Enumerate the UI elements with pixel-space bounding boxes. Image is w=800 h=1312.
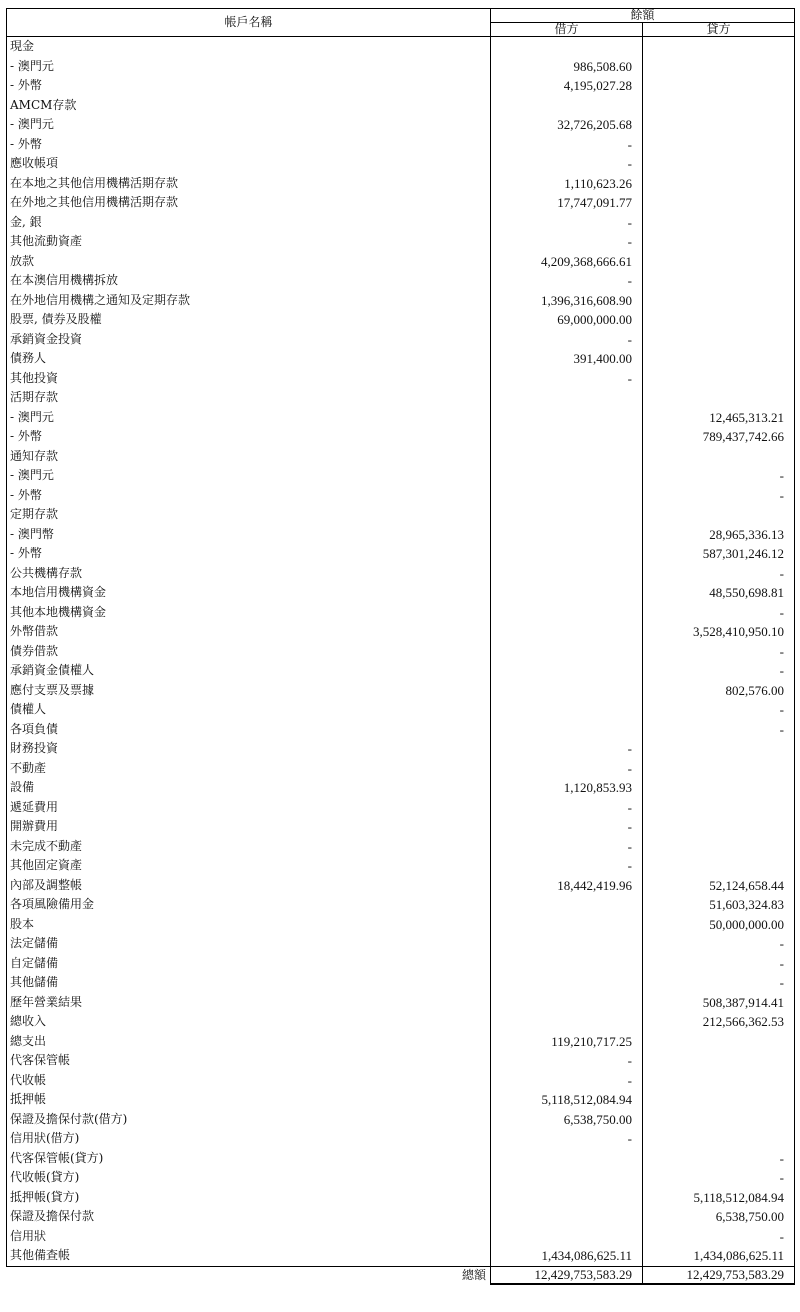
- debit-value: 5,118,512,084.94: [491, 1090, 643, 1110]
- account-row: [7, 1149, 795, 1169]
- credit-value: [643, 837, 795, 857]
- credit-value: 12,465,313.21: [643, 408, 795, 428]
- account-name: 設備: [7, 778, 491, 798]
- debit-value: [491, 603, 643, 623]
- account-row: [7, 115, 795, 135]
- account-row: [7, 154, 795, 174]
- credit-value: 28,965,336.13: [643, 525, 795, 545]
- account-name: 承銷資金投資: [7, 330, 491, 350]
- debit-value: 18,442,419.96: [491, 876, 643, 896]
- account-row: [7, 934, 795, 954]
- debit-value: [491, 505, 643, 525]
- credit-value: -: [643, 954, 795, 974]
- debit-value: -: [491, 837, 643, 857]
- debit-value: [491, 544, 643, 564]
- debit-value: [491, 1227, 643, 1247]
- debit-value: -: [491, 369, 643, 389]
- debit-value: -: [491, 817, 643, 837]
- credit-value: [643, 1032, 795, 1052]
- account-row: [7, 856, 795, 876]
- account-name: 歷年營業結果: [7, 993, 491, 1013]
- credit-value: -: [643, 661, 795, 681]
- account-name: 開辦費用: [7, 817, 491, 837]
- account-row: [7, 505, 795, 525]
- account-name: 定期存款: [7, 505, 491, 525]
- account-rows: [7, 37, 795, 1267]
- credit-value: [643, 213, 795, 233]
- account-row: [7, 232, 795, 252]
- account-row: [7, 57, 795, 77]
- trial-balance-table: [6, 8, 795, 1285]
- debit-value: -: [491, 232, 643, 252]
- credit-value: 6,538,750.00: [643, 1207, 795, 1227]
- account-name: 放款: [7, 252, 491, 272]
- account-name: 代客保管帳(貸方): [7, 1149, 491, 1169]
- debit-value: -: [491, 213, 643, 233]
- debit-value: -: [491, 856, 643, 876]
- account-name: 應收帳項: [7, 154, 491, 174]
- debit-value: [491, 895, 643, 915]
- account-row: [7, 720, 795, 740]
- debit-value: 1,434,086,625.11: [491, 1246, 643, 1266]
- debit-value: 4,209,368,666.61: [491, 252, 643, 272]
- account-name: 債券借款: [7, 642, 491, 662]
- account-row: [7, 388, 795, 408]
- debit-value: [491, 1168, 643, 1188]
- account-row: [7, 973, 795, 993]
- account-name: 其他流動資產: [7, 232, 491, 252]
- account-name: 財務投資: [7, 739, 491, 759]
- account-name: 活期存款: [7, 388, 491, 408]
- debit-value: [491, 915, 643, 935]
- debit-header: [491, 23, 643, 37]
- debit-value: -: [491, 1051, 643, 1071]
- credit-value: [643, 76, 795, 96]
- credit-value: 802,576.00: [643, 681, 795, 701]
- account-row: [7, 96, 795, 116]
- debit-value: -: [491, 759, 643, 779]
- account-row: [7, 603, 795, 623]
- account-row: [7, 1246, 795, 1266]
- account-name: 外幣借款: [7, 622, 491, 642]
- account-row: [7, 1090, 795, 1110]
- credit-value: -: [643, 1168, 795, 1188]
- account-name: 其他儲備: [7, 973, 491, 993]
- credit-value: [643, 1090, 795, 1110]
- account-row: [7, 954, 795, 974]
- debit-value: [491, 96, 643, 116]
- credit-value: [643, 798, 795, 818]
- account-name: 現金: [7, 37, 491, 57]
- account-row: [7, 544, 795, 564]
- debit-value: [491, 1207, 643, 1227]
- account-row: [7, 642, 795, 662]
- account-row: [7, 213, 795, 233]
- account-name: 保證及擔保付款(借方): [7, 1110, 491, 1130]
- debit-value: [491, 427, 643, 447]
- debit-value: [491, 583, 643, 603]
- account-row: [7, 310, 795, 330]
- debit-value: [491, 720, 643, 740]
- debit-value: [491, 408, 643, 428]
- debit-value: 69,000,000.00: [491, 310, 643, 330]
- account-row: [7, 778, 795, 798]
- account-row: [7, 993, 795, 1013]
- debit-value: [491, 486, 643, 506]
- account-name-header: 帳戶名稱: [7, 9, 491, 37]
- credit-value: 3,528,410,950.10: [643, 622, 795, 642]
- credit-value: -: [643, 603, 795, 623]
- credit-value: 587,301,246.12: [643, 544, 795, 564]
- credit-value: [643, 252, 795, 272]
- debit-value: -: [491, 330, 643, 350]
- account-row: [7, 76, 795, 96]
- debit-value: -: [491, 798, 643, 818]
- debit-value: -: [491, 1129, 643, 1149]
- account-row: [7, 291, 795, 311]
- account-row: [7, 1032, 795, 1052]
- debit-value: -: [491, 1071, 643, 1091]
- account-name: 遞延費用: [7, 798, 491, 818]
- account-row: [7, 408, 795, 428]
- account-name: 信用狀(借方): [7, 1129, 491, 1149]
- account-name: 債權人: [7, 700, 491, 720]
- account-row: [7, 583, 795, 603]
- account-name: 本地信用機構資金: [7, 583, 491, 603]
- debit-value: [491, 700, 643, 720]
- account-row: [7, 37, 795, 57]
- account-name: 在外地信用機構之通知及定期存款: [7, 291, 491, 311]
- account-name: 保證及擔保付款: [7, 1207, 491, 1227]
- account-row: [7, 915, 795, 935]
- debit-value: -: [491, 135, 643, 155]
- account-name: - 澳門元: [7, 57, 491, 77]
- debit-header-label: 借方: [554, 22, 579, 36]
- credit-value: -: [643, 700, 795, 720]
- account-row: [7, 271, 795, 291]
- credit-value: 52,124,658.44: [643, 876, 795, 896]
- total-debit: 12,429,753,583.29: [491, 1266, 643, 1284]
- account-name: 債務人: [7, 349, 491, 369]
- account-name: 承銷資金債權人: [7, 661, 491, 681]
- account-name: 代收帳: [7, 1071, 491, 1091]
- credit-value: -: [643, 642, 795, 662]
- account-name: 通知存款: [7, 447, 491, 467]
- debit-value: 4,195,027.28: [491, 76, 643, 96]
- debit-value: [491, 993, 643, 1013]
- debit-value: [491, 661, 643, 681]
- credit-value: 789,437,742.66: [643, 427, 795, 447]
- account-name: 法定儲備: [7, 934, 491, 954]
- account-name: 其他固定資產: [7, 856, 491, 876]
- account-name: 在外地之其他信用機構活期存款: [7, 193, 491, 213]
- debit-value: -: [491, 739, 643, 759]
- account-row: [7, 817, 795, 837]
- account-name: 金, 銀: [7, 213, 491, 233]
- account-name: 未完成不動產: [7, 837, 491, 857]
- account-name: 應付支票及票據: [7, 681, 491, 701]
- credit-value: 51,603,324.83: [643, 895, 795, 915]
- balance-header: 餘額: [491, 9, 795, 23]
- debit-value: -: [491, 271, 643, 291]
- account-name: - 澳門幣: [7, 525, 491, 545]
- debit-value: [491, 447, 643, 467]
- debit-value: 391,400.00: [491, 349, 643, 369]
- credit-value: [643, 447, 795, 467]
- account-row: [7, 525, 795, 545]
- account-row: [7, 330, 795, 350]
- credit-value: -: [643, 564, 795, 584]
- account-row: [7, 1207, 795, 1227]
- credit-value: [643, 174, 795, 194]
- credit-value: [643, 349, 795, 369]
- account-name: AMCM存款: [7, 96, 491, 116]
- account-row: [7, 1129, 795, 1149]
- account-row: [7, 1051, 795, 1071]
- debit-value: 1,110,623.26: [491, 174, 643, 194]
- credit-value: [643, 1129, 795, 1149]
- credit-value: [643, 154, 795, 174]
- credit-value: [643, 232, 795, 252]
- credit-value: 1,434,086,625.11: [643, 1246, 795, 1266]
- account-name: 抵押帳: [7, 1090, 491, 1110]
- credit-value: -: [643, 1227, 795, 1247]
- credit-value: -: [643, 720, 795, 740]
- credit-value: -: [643, 466, 795, 486]
- account-row: [7, 174, 795, 194]
- credit-value: [643, 115, 795, 135]
- account-name: 公共機構存款: [7, 564, 491, 584]
- account-row: [7, 661, 795, 681]
- debit-value: 119,210,717.25: [491, 1032, 643, 1052]
- debit-value: [491, 564, 643, 584]
- account-name: 在本澳信用機構拆放: [7, 271, 491, 291]
- debit-value: [491, 934, 643, 954]
- account-name: - 澳門元: [7, 115, 491, 135]
- debit-value: 986,508.60: [491, 57, 643, 77]
- account-name: - 外幣: [7, 427, 491, 447]
- debit-value: [491, 1188, 643, 1208]
- account-row: [7, 486, 795, 506]
- debit-value: 32,726,205.68: [491, 115, 643, 135]
- credit-value: [643, 1071, 795, 1091]
- account-name: 其他投資: [7, 369, 491, 389]
- credit-value: [643, 505, 795, 525]
- debit-value: [491, 681, 643, 701]
- debit-value: [491, 37, 643, 57]
- debit-value: [491, 622, 643, 642]
- account-name: 其他本地機構資金: [7, 603, 491, 623]
- account-row: [7, 681, 795, 701]
- debit-value: -: [491, 154, 643, 174]
- account-name: 信用狀: [7, 1227, 491, 1247]
- credit-value: -: [643, 1149, 795, 1169]
- account-row: [7, 193, 795, 213]
- total-label: 總額: [7, 1266, 491, 1284]
- account-name: - 澳門元: [7, 466, 491, 486]
- account-row: [7, 837, 795, 857]
- account-name: 股本: [7, 915, 491, 935]
- account-name: - 外幣: [7, 135, 491, 155]
- debit-value: [491, 954, 643, 974]
- credit-value: -: [643, 486, 795, 506]
- credit-header: [643, 23, 795, 37]
- account-name: 其他備查帳: [7, 1246, 491, 1266]
- account-row: [7, 564, 795, 584]
- debit-value: [491, 973, 643, 993]
- credit-value: [643, 1051, 795, 1071]
- account-row: [7, 369, 795, 389]
- debit-value: 6,538,750.00: [491, 1110, 643, 1130]
- account-name: 總支出: [7, 1032, 491, 1052]
- credit-value: [643, 1110, 795, 1130]
- account-name: 不動產: [7, 759, 491, 779]
- account-name: 在本地之其他信用機構活期存款: [7, 174, 491, 194]
- trial-balance-sheet: [6, 8, 794, 1304]
- credit-value: [643, 778, 795, 798]
- account-name: 各項負債: [7, 720, 491, 740]
- credit-value: [643, 57, 795, 77]
- account-row: [7, 1071, 795, 1091]
- account-name: 代客保管帳: [7, 1051, 491, 1071]
- debit-value: 17,747,091.77: [491, 193, 643, 213]
- credit-value: [643, 856, 795, 876]
- account-row: [7, 466, 795, 486]
- credit-value: 212,566,362.53: [643, 1012, 795, 1032]
- account-name: 總收入: [7, 1012, 491, 1032]
- account-row: [7, 1168, 795, 1188]
- credit-value: [643, 135, 795, 155]
- credit-value: [643, 739, 795, 759]
- credit-value: [643, 96, 795, 116]
- credit-value: -: [643, 973, 795, 993]
- account-row: [7, 349, 795, 369]
- account-name: 抵押帳(貸方): [7, 1188, 491, 1208]
- credit-value: [643, 310, 795, 330]
- account-row: [7, 427, 795, 447]
- credit-value: -: [643, 934, 795, 954]
- account-row: [7, 1012, 795, 1032]
- credit-value: [643, 271, 795, 291]
- credit-value: [643, 388, 795, 408]
- account-row: [7, 739, 795, 759]
- account-row: [7, 895, 795, 915]
- credit-value: [643, 193, 795, 213]
- credit-value: [643, 330, 795, 350]
- account-row: [7, 798, 795, 818]
- account-name: - 外幣: [7, 76, 491, 96]
- account-name: - 外幣: [7, 544, 491, 564]
- account-row: [7, 759, 795, 779]
- account-name: 股票, 債券及股權: [7, 310, 491, 330]
- credit-value: [643, 369, 795, 389]
- credit-value: [643, 817, 795, 837]
- account-name: - 外幣: [7, 486, 491, 506]
- account-name: 各項風險備用金: [7, 895, 491, 915]
- account-name: 內部及調整帳: [7, 876, 491, 896]
- debit-value: 1,396,316,608.90: [491, 291, 643, 311]
- account-name: 自定儲備: [7, 954, 491, 974]
- credit-value: 50,000,000.00: [643, 915, 795, 935]
- credit-value: [643, 759, 795, 779]
- credit-value: [643, 291, 795, 311]
- account-row: [7, 1110, 795, 1130]
- account-name: - 澳門元: [7, 408, 491, 428]
- debit-value: [491, 1012, 643, 1032]
- account-name: 代收帳(貸方): [7, 1168, 491, 1188]
- credit-value: 5,118,512,084.94: [643, 1188, 795, 1208]
- credit-value: 508,387,914.41: [643, 993, 795, 1013]
- account-row: [7, 700, 795, 720]
- debit-value: [491, 642, 643, 662]
- credit-value: 48,550,698.81: [643, 583, 795, 603]
- total-row: [7, 1266, 795, 1284]
- account-row: [7, 1227, 795, 1247]
- account-row: [7, 135, 795, 155]
- credit-header-label: 貸方: [706, 22, 731, 36]
- debit-value: [491, 466, 643, 486]
- debit-value: [491, 1149, 643, 1169]
- account-row: [7, 622, 795, 642]
- debit-value: [491, 525, 643, 545]
- account-row: [7, 252, 795, 272]
- account-row: [7, 1188, 795, 1208]
- account-row: [7, 447, 795, 467]
- total-credit: 12,429,753,583.29: [643, 1266, 795, 1284]
- account-row: [7, 876, 795, 896]
- credit-value: [643, 37, 795, 57]
- debit-value: [491, 388, 643, 408]
- debit-value: 1,120,853.93: [491, 778, 643, 798]
